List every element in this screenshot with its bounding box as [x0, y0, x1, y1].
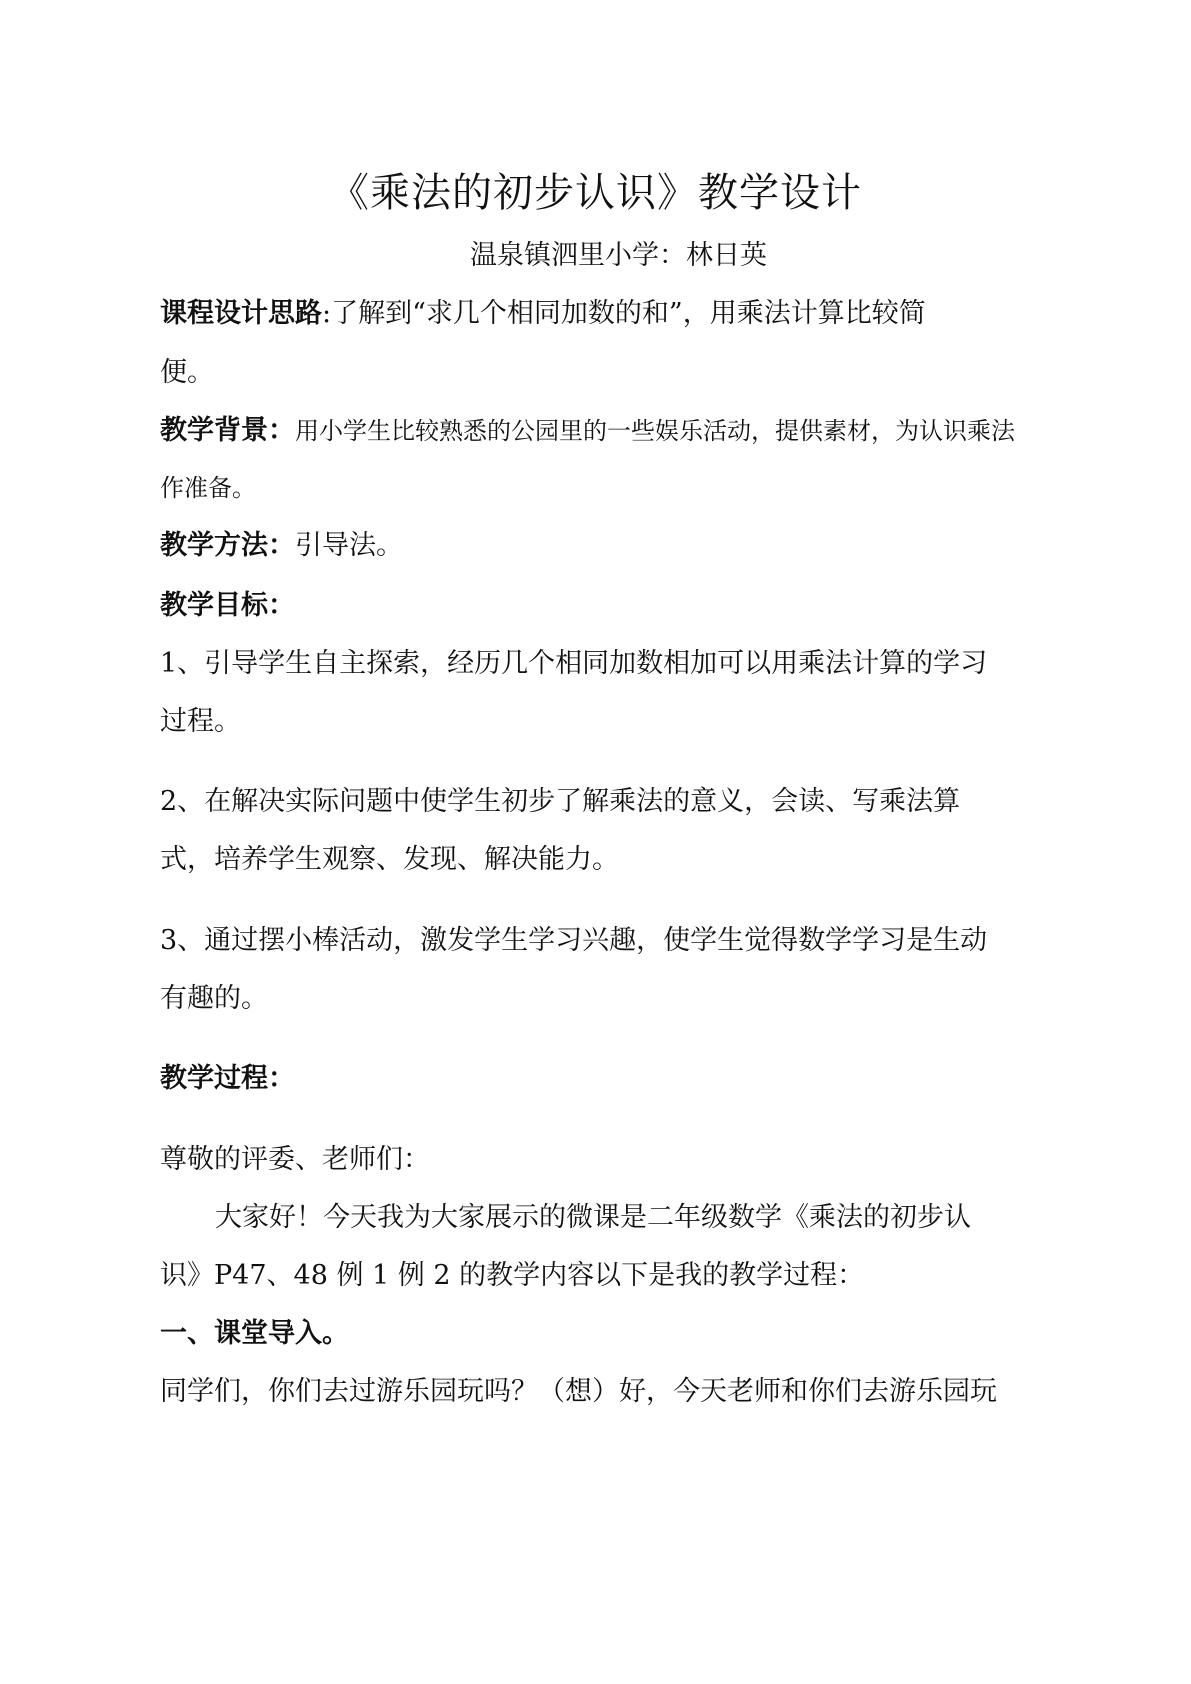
method-line [160, 526, 403, 566]
goal-2-line-2: 式，培养学生观察、发现、解决能力。 [160, 844, 619, 875]
background-label: 教学背景： [160, 415, 295, 446]
goal-2-line-1: 2、在解决实际问题中使学生初步了解乘法的意义，会读、写乘法算 [160, 786, 961, 817]
design-idea-text: :了解到“求几个相同加数的和”，用乘法计算比较简 [322, 298, 926, 329]
greeting-line: 尊敬的评委、老师们： [160, 1144, 430, 1175]
method-label: 教学方法： [160, 530, 295, 561]
section-1-text: 同学们，你们去过游乐园玩吗？（想）好，今天老师和你们去游乐园玩 [160, 1376, 997, 1407]
document-title: 《乘法的初步认识》教学设计 [329, 170, 862, 216]
goals-heading: 教学目标： [160, 590, 295, 621]
goal-1-line-2: 过程。 [160, 706, 241, 737]
intro-line-1: 大家好！今天我为大家展示的微课是二年级数学《乘法的初步认 [215, 1202, 971, 1233]
goal-3-line-1: 3、通过摆小棒活动，激发学生学习兴趣，使学生觉得数学学习是生动 [160, 925, 988, 956]
intro-line-2: 识》P47、48 例 1 例 2 的教学内容以下是我的教学过程： [160, 1260, 865, 1291]
background-line-2: 作准备。 [160, 474, 256, 502]
design-idea-line-1 [160, 294, 926, 334]
section-1-heading: 一、课堂导入。 [160, 1318, 349, 1349]
process-heading: 教学过程： [160, 1063, 295, 1094]
method-text: 引导法。 [295, 530, 403, 561]
design-idea-line-2: 便。 [160, 357, 214, 388]
goal-1-line-1: 1、引导学生自主探索，经历几个相同加数相加可以用乘法计算的学习 [160, 648, 988, 679]
goal-3-line-2: 有趣的。 [160, 983, 268, 1014]
background-line-1 [160, 411, 1015, 451]
design-idea-label: 课程设计思路 [160, 298, 322, 329]
background-text: 用小学生比较熟悉的公园里的一些娱乐活动，提供素材，为认识乘法 [295, 417, 1015, 445]
author-line: 温泉镇泗里小学：林日英 [470, 240, 767, 271]
